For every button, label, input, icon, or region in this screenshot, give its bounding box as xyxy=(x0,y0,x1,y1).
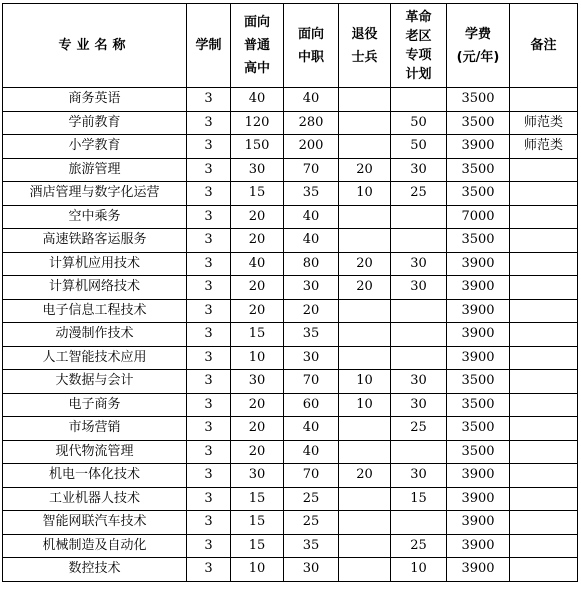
cell-major-name: 小学教育 xyxy=(3,135,187,159)
cell-major-name: 旅游管理 xyxy=(3,158,187,182)
cell-old-area-plan: 25 xyxy=(391,417,447,441)
table-row xyxy=(3,205,578,229)
enrollment-table-wrapper xyxy=(2,3,578,582)
header-line: 革命 xyxy=(405,9,432,25)
cell-veterans: 10 xyxy=(339,393,391,417)
cell-years: 3 xyxy=(187,440,231,464)
cell-general-highschool: 10 xyxy=(231,346,284,370)
cell-tuition: 3500 xyxy=(447,393,510,417)
cell-veterans: 20 xyxy=(339,158,391,182)
cell-vocational: 30 xyxy=(284,558,339,582)
header-row xyxy=(3,4,578,88)
cell-veterans xyxy=(339,534,391,558)
header-vocational xyxy=(284,4,339,88)
cell-vocational: 30 xyxy=(284,276,339,300)
cell-remarks xyxy=(510,440,578,464)
cell-general-highschool: 150 xyxy=(231,135,284,159)
cell-general-highschool: 40 xyxy=(231,88,284,112)
table-row xyxy=(3,370,578,394)
header-line: 退役 xyxy=(351,26,378,42)
cell-major-name: 计算机网络技术 xyxy=(3,276,187,300)
cell-remarks xyxy=(510,229,578,253)
cell-remarks xyxy=(510,182,578,206)
table-row xyxy=(3,88,578,112)
cell-general-highschool: 15 xyxy=(231,511,284,535)
cell-tuition: 3500 xyxy=(447,182,510,206)
cell-years: 3 xyxy=(187,487,231,511)
cell-years: 3 xyxy=(187,276,231,300)
table-row xyxy=(3,511,578,535)
cell-veterans xyxy=(339,111,391,135)
cell-major-name: 机电一体化技术 xyxy=(3,464,187,488)
cell-veterans: 20 xyxy=(339,276,391,300)
table-row xyxy=(3,464,578,488)
cell-remarks xyxy=(510,487,578,511)
cell-tuition: 3500 xyxy=(447,158,510,182)
cell-major-name: 电子商务 xyxy=(3,393,187,417)
cell-tuition: 3900 xyxy=(447,464,510,488)
cell-general-highschool: 20 xyxy=(231,276,284,300)
cell-tuition: 3500 xyxy=(447,229,510,253)
cell-tuition: 3900 xyxy=(447,487,510,511)
header-line: 学费 xyxy=(464,26,491,42)
cell-remarks xyxy=(510,370,578,394)
cell-old-area-plan xyxy=(391,440,447,464)
header-veterans xyxy=(339,4,391,88)
cell-general-highschool: 20 xyxy=(231,229,284,253)
cell-veterans xyxy=(339,487,391,511)
cell-major-name: 空中乘务 xyxy=(3,205,187,229)
header-old-revolutionary-area-plan xyxy=(391,4,447,88)
cell-major-name: 学前教育 xyxy=(3,111,187,135)
cell-vocational: 70 xyxy=(284,464,339,488)
cell-vocational: 35 xyxy=(284,534,339,558)
cell-major-name: 人工智能技术应用 xyxy=(3,346,187,370)
cell-vocational: 40 xyxy=(284,205,339,229)
cell-vocational: 40 xyxy=(284,417,339,441)
cell-old-area-plan: 30 xyxy=(391,370,447,394)
cell-tuition: 3900 xyxy=(447,558,510,582)
table-row xyxy=(3,346,578,370)
cell-old-area-plan: 15 xyxy=(391,487,447,511)
cell-remarks xyxy=(510,158,578,182)
cell-general-highschool: 120 xyxy=(231,111,284,135)
cell-tuition: 3500 xyxy=(447,440,510,464)
cell-remarks: 师范类 xyxy=(510,111,578,135)
cell-remarks xyxy=(510,252,578,276)
table-row xyxy=(3,558,578,582)
header-line: 普通 xyxy=(243,38,270,53)
table-row xyxy=(3,299,578,323)
cell-years: 3 xyxy=(187,205,231,229)
cell-old-area-plan: 30 xyxy=(391,158,447,182)
cell-general-highschool: 15 xyxy=(231,487,284,511)
cell-general-highschool: 20 xyxy=(231,393,284,417)
header-line: 老区 xyxy=(405,28,432,44)
cell-tuition: 3900 xyxy=(447,299,510,323)
cell-vocational: 40 xyxy=(284,440,339,464)
table-row xyxy=(3,276,578,300)
cell-major-name: 现代物流管理 xyxy=(3,440,187,464)
cell-major-name: 机械制造及自动化 xyxy=(3,534,187,558)
cell-years: 3 xyxy=(187,393,231,417)
cell-vocational: 80 xyxy=(284,252,339,276)
cell-major-name: 电子信息工程技术 xyxy=(3,299,187,323)
cell-old-area-plan xyxy=(391,299,447,323)
cell-old-area-plan xyxy=(391,346,447,370)
table-row xyxy=(3,417,578,441)
cell-tuition: 3500 xyxy=(447,370,510,394)
table-row xyxy=(3,440,578,464)
cell-veterans: 10 xyxy=(339,370,391,394)
cell-vocational: 20 xyxy=(284,299,339,323)
cell-years: 3 xyxy=(187,88,231,112)
cell-major-name: 大数据与会计 xyxy=(3,370,187,394)
header-general-highschool xyxy=(231,4,284,88)
cell-vocational: 25 xyxy=(284,487,339,511)
cell-veterans xyxy=(339,299,391,323)
cell-veterans xyxy=(339,323,391,347)
cell-tuition: 3500 xyxy=(447,417,510,441)
cell-general-highschool: 20 xyxy=(231,299,284,323)
cell-remarks xyxy=(510,558,578,582)
cell-major-name: 工业机器人技术 xyxy=(3,487,187,511)
cell-years: 3 xyxy=(187,511,231,535)
cell-major-name: 计算机应用技术 xyxy=(3,252,187,276)
cell-years: 3 xyxy=(187,252,231,276)
table-row xyxy=(3,323,578,347)
cell-vocational: 40 xyxy=(284,88,339,112)
cell-remarks xyxy=(510,346,578,370)
cell-years: 3 xyxy=(187,135,231,159)
cell-general-highschool: 20 xyxy=(231,417,284,441)
table-row xyxy=(3,393,578,417)
cell-veterans: 10 xyxy=(339,182,391,206)
cell-veterans xyxy=(339,88,391,112)
cell-vocational: 35 xyxy=(284,182,339,206)
cell-remarks xyxy=(510,299,578,323)
table-row xyxy=(3,158,578,182)
cell-years: 3 xyxy=(187,182,231,206)
cell-general-highschool: 10 xyxy=(231,558,284,582)
cell-veterans xyxy=(339,205,391,229)
table-body xyxy=(3,88,578,582)
cell-years: 3 xyxy=(187,111,231,135)
header-line: (元/年) xyxy=(456,49,500,65)
cell-tuition: 3900 xyxy=(447,135,510,159)
cell-general-highschool: 30 xyxy=(231,464,284,488)
cell-veterans xyxy=(339,511,391,535)
cell-general-highschool: 30 xyxy=(231,158,284,182)
cell-old-area-plan xyxy=(391,323,447,347)
cell-major-name: 高速铁路客运服务 xyxy=(3,229,187,253)
cell-general-highschool: 15 xyxy=(231,182,284,206)
cell-remarks xyxy=(510,276,578,300)
cell-general-highschool: 15 xyxy=(231,323,284,347)
cell-old-area-plan: 30 xyxy=(391,393,447,417)
cell-remarks xyxy=(510,393,578,417)
cell-major-name: 酒店管理与数字化运营 xyxy=(3,182,187,206)
cell-vocational: 40 xyxy=(284,229,339,253)
cell-tuition: 3500 xyxy=(447,88,510,112)
cell-vocational: 280 xyxy=(284,111,339,135)
cell-remarks xyxy=(510,464,578,488)
table-row xyxy=(3,111,578,135)
cell-veterans xyxy=(339,135,391,159)
cell-veterans: 20 xyxy=(339,252,391,276)
cell-veterans xyxy=(339,229,391,253)
cell-old-area-plan: 50 xyxy=(391,111,447,135)
table-row xyxy=(3,534,578,558)
cell-general-highschool: 20 xyxy=(231,440,284,464)
cell-years: 3 xyxy=(187,370,231,394)
cell-tuition: 3500 xyxy=(447,111,510,135)
cell-vocational: 70 xyxy=(284,158,339,182)
cell-major-name: 动漫制作技术 xyxy=(3,323,187,347)
enrollment-plan-table xyxy=(2,3,578,582)
cell-old-area-plan: 30 xyxy=(391,252,447,276)
cell-old-area-plan: 25 xyxy=(391,534,447,558)
cell-years: 3 xyxy=(187,464,231,488)
cell-veterans xyxy=(339,346,391,370)
cell-old-area-plan xyxy=(391,511,447,535)
cell-old-area-plan xyxy=(391,205,447,229)
table-row xyxy=(3,229,578,253)
cell-tuition: 3900 xyxy=(447,511,510,535)
cell-remarks xyxy=(510,511,578,535)
cell-remarks: 师范类 xyxy=(510,135,578,159)
cell-years: 3 xyxy=(187,417,231,441)
table-row xyxy=(3,135,578,159)
header-line: 计划 xyxy=(405,66,432,82)
cell-years: 3 xyxy=(187,534,231,558)
cell-tuition: 7000 xyxy=(447,205,510,229)
header-line: 士兵 xyxy=(351,49,378,65)
cell-general-highschool: 20 xyxy=(231,205,284,229)
cell-old-area-plan xyxy=(391,229,447,253)
cell-remarks xyxy=(510,417,578,441)
header-line: 中职 xyxy=(297,49,324,65)
header-line: 高中 xyxy=(243,61,270,76)
table-row xyxy=(3,252,578,276)
header-tuition xyxy=(447,4,510,88)
header-years: 学制 xyxy=(187,4,231,88)
cell-tuition: 3900 xyxy=(447,346,510,370)
cell-old-area-plan: 25 xyxy=(391,182,447,206)
cell-old-area-plan: 10 xyxy=(391,558,447,582)
cell-vocational: 25 xyxy=(284,511,339,535)
table-row xyxy=(3,182,578,206)
cell-years: 3 xyxy=(187,346,231,370)
cell-major-name: 商务英语 xyxy=(3,88,187,112)
header-line: 面向 xyxy=(297,26,324,42)
cell-remarks xyxy=(510,323,578,347)
cell-general-highschool: 15 xyxy=(231,534,284,558)
header-line: 面向 xyxy=(243,15,270,30)
cell-remarks xyxy=(510,205,578,229)
cell-old-area-plan: 30 xyxy=(391,276,447,300)
cell-vocational: 60 xyxy=(284,393,339,417)
cell-general-highschool: 30 xyxy=(231,370,284,394)
cell-major-name: 智能网联汽车技术 xyxy=(3,511,187,535)
cell-tuition: 3900 xyxy=(447,323,510,347)
cell-general-highschool: 40 xyxy=(231,252,284,276)
cell-years: 3 xyxy=(187,158,231,182)
cell-tuition: 3900 xyxy=(447,252,510,276)
cell-remarks xyxy=(510,534,578,558)
cell-years: 3 xyxy=(187,323,231,347)
header-remarks: 备注 xyxy=(510,4,578,88)
cell-old-area-plan: 50 xyxy=(391,135,447,159)
cell-veterans: 20 xyxy=(339,464,391,488)
cell-years: 3 xyxy=(187,558,231,582)
table-row xyxy=(3,487,578,511)
cell-veterans xyxy=(339,558,391,582)
cell-veterans xyxy=(339,417,391,441)
cell-years: 3 xyxy=(187,299,231,323)
header-major-name: 专业名称 xyxy=(3,4,187,88)
cell-vocational: 30 xyxy=(284,346,339,370)
cell-old-area-plan: 30 xyxy=(391,464,447,488)
cell-veterans xyxy=(339,440,391,464)
cell-major-name: 数控技术 xyxy=(3,558,187,582)
cell-tuition: 3900 xyxy=(447,534,510,558)
cell-years: 3 xyxy=(187,229,231,253)
cell-old-area-plan xyxy=(391,88,447,112)
cell-vocational: 70 xyxy=(284,370,339,394)
header-line: 专项 xyxy=(405,47,432,63)
cell-vocational: 200 xyxy=(284,135,339,159)
cell-remarks xyxy=(510,88,578,112)
cell-tuition: 3900 xyxy=(447,276,510,300)
cell-major-name: 市场营销 xyxy=(3,417,187,441)
cell-vocational: 35 xyxy=(284,323,339,347)
